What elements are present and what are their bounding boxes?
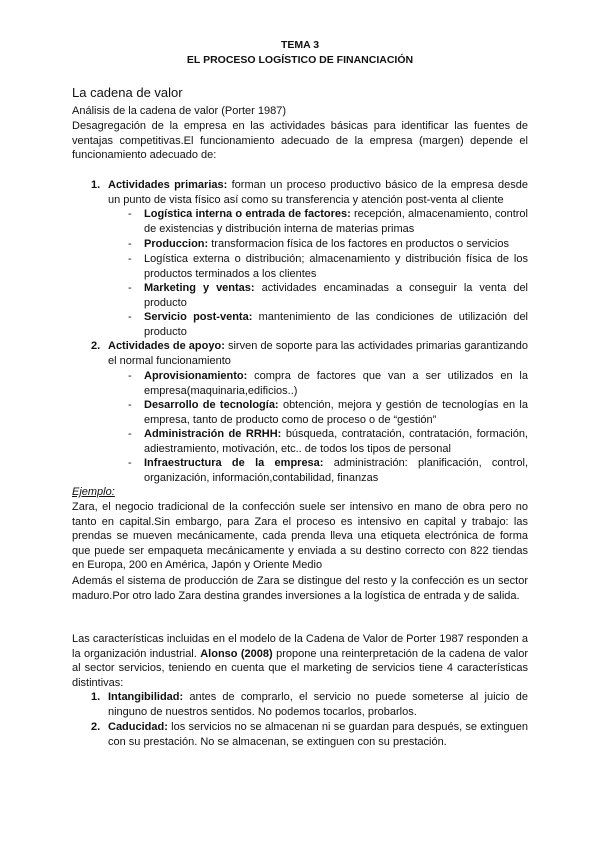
list-number: 2. [91,340,101,352]
term-label: Caducidad: [108,721,168,733]
example-label [72,485,528,500]
term-text: sirven de soporte para las actividades primarias garantizando el normal funcionamiento [108,340,528,367]
term-text: transformacion física de los factores en productos o servicios [208,238,509,250]
list-number: 2. [91,721,101,733]
bullet-dash: - [128,311,132,323]
bullet-dash: - [128,253,132,265]
list-number: 1. [91,179,101,191]
term-text: mantenimiento de las condiciones de utilización del producto [144,311,528,338]
example-label-text: Ejemplo: [72,486,115,498]
term-label: Intangibilidad: [108,691,184,703]
term-label: Servicio post-venta: [144,311,253,323]
term-text: búsqueda, contratación, contratación, formación, adiestramiento, motivación, etc.. de todos los tipos de personal [144,428,528,455]
list-item [144,456,528,485]
term-text: obtención, mejora y gestión de tecnologías en la empresa, tanto de producto como de proceso o de “gestión” [144,399,528,426]
term-label: Actividades de apoyo: [108,340,225,352]
list-item [144,398,528,427]
term-text: Logística externa o distribución; almacenamiento y distribución física de los productos terminados a los clientes [144,253,528,280]
term-text: los servicios no se almacenan ni se guardan para después, se extinguen con su prestación. No se almacenan, se extinguen con su prestación. [108,721,528,748]
bullet-dash: - [128,428,132,440]
term-label: Produccion: [144,238,209,250]
example-paragraph-1: Zara, el negocio tradicional de la confección suele ser intensivo en mano de obra pero no tanto en capital.Sin embargo, para Zara el proceso es intensivo en capital y trabajo: las prendas se mueven mecánicamente, cada prenda lleva una etiqueta electrónica de forma que puede ser empaqueta mecánicamente y enviada a su destino correcto con 822 tiendas en Europa, 200 en América, Japón y Oriente Medio [72,501,528,572]
list-item [144,369,528,398]
list-item [144,207,528,236]
intro-paragraph: Desagregación de la empresa en las actividades básicas para identificar las fuentes de ventajas competitivas.El funcionamiento adecuado de la empresa (margen) depende el funcionamiento adecuado de: [72,120,528,162]
list-item [108,690,528,719]
section-subtitle: Análisis de la cadena de valor (Porter 1987) [72,105,287,117]
term-label: Aprovisionamiento: [144,370,248,382]
bullet-dash: - [128,457,132,469]
term-text: administración: planificación, control, organización, información,contabilidad, finanzas [144,457,529,484]
document-title: EL PROCESO LOGÍSTICO DE FINANCIACIÓN [186,54,414,66]
support-activities [108,339,528,368]
list-item [144,252,528,281]
section-heading: La cadena de valor [72,85,183,100]
bullet-dash: - [128,399,132,411]
list-item [144,281,528,310]
primary-activities [108,178,528,207]
bullet-dash: - [128,282,132,294]
services-text-a: Las características incluidas en el modelo de la Cadena de Valor de Porter 1987 responden a la organización industrial. [72,633,528,660]
term-text: antes de comprarlo, el servicio no puede someterse al juicio de ninguno de nuestros sentidos. No podemos tocarlos, probarlos. [108,691,528,718]
citation: Alonso (2008) [200,647,273,660]
bullet-dash: - [128,208,132,220]
list-item [144,427,528,456]
services-text-b: propone una reinterpretación de la cadena de valor al sector servicios, teniendo en cuenta que el marketing de servicios tiene 4 características distintivas: [72,647,528,689]
term-label: Infraestructura de la empresa: [144,457,324,469]
example-paragraph-2: Además el sistema de producción de Zara se distingue del resto y la confección es un sector maduro.Por otro lado Zara destina grandes inversiones a la logística de entrada y de salida. [72,575,528,602]
term-text: compra de factores que van a ser utilizados en la empresa(maquinaria,edificios..) [144,370,528,397]
term-label: Desarrollo de tecnología: [144,399,279,411]
term-text: actividades encaminadas a conseguir la venta del producto [144,282,528,309]
list-item [144,310,528,339]
services-paragraph [72,632,528,690]
term-label: Administración de RRHH: [144,428,282,440]
list-item [144,237,528,252]
term-text: recepción, almacenamiento, control de existencias y distribución interna de materias primas [144,208,528,235]
list-number: 1. [91,691,101,703]
bullet-dash: - [128,238,132,250]
term-label: Logística interna o entrada de factores: [144,208,351,220]
bullet-dash: - [128,370,132,382]
term-label: Marketing y ventas: [144,282,255,294]
term-label: Actividades primarias: [108,179,228,191]
tema-number: TEMA 3 [280,39,320,51]
term-text: forman un proceso productivo básico de la empresa desde un punto de vista físico así como su transferencia y atención post-venta al cliente [108,179,528,206]
list-item [108,720,528,749]
